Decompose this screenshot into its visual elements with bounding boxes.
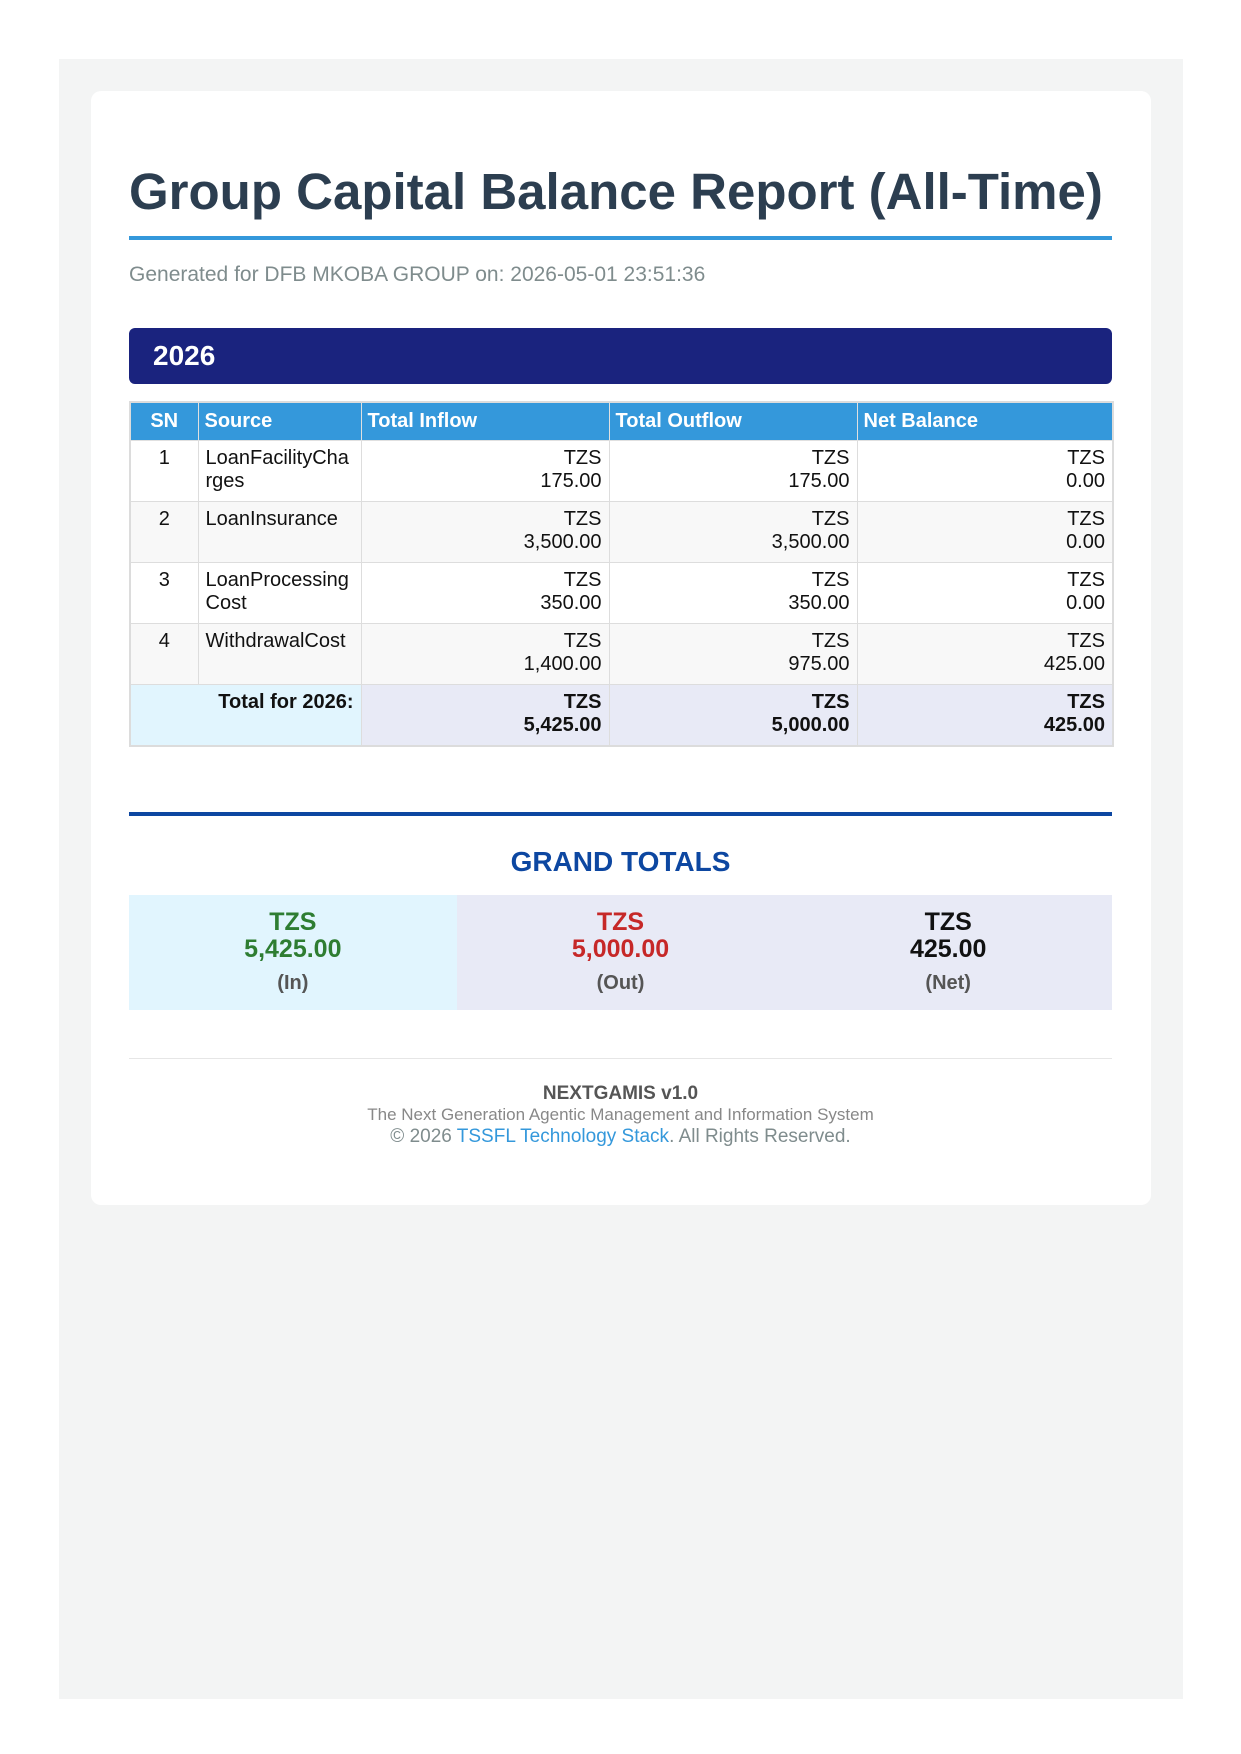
row-source: LoanProcessingCost bbox=[198, 563, 361, 624]
table-row bbox=[130, 441, 1113, 502]
column-header-source: Source bbox=[198, 402, 361, 441]
row-outflow bbox=[609, 624, 857, 685]
amount-value: 425.00 bbox=[1043, 653, 1105, 675]
total-tag: (Net) bbox=[925, 972, 971, 994]
currency-label: TZS bbox=[1067, 447, 1105, 469]
total-label: Total for 2026: bbox=[130, 685, 361, 747]
currency-label: TZS bbox=[563, 569, 602, 591]
grand-total-net bbox=[784, 895, 1112, 1010]
footer-brand: NEXTGAMIS v1.0 bbox=[542, 1083, 699, 1104]
amount-value: 0.00 bbox=[1066, 470, 1105, 492]
currency-label: TZS bbox=[811, 447, 850, 469]
amount-value: 5,425.00 bbox=[244, 935, 342, 963]
amount-value: 3,500.00 bbox=[523, 531, 602, 553]
currency-label: TZS bbox=[563, 691, 602, 713]
currency-label: TZS bbox=[563, 630, 602, 652]
currency-label: TZS bbox=[1067, 508, 1105, 530]
currency-label: TZS bbox=[811, 630, 850, 652]
currency-label: TZS bbox=[563, 508, 602, 530]
row-sn: 2 bbox=[130, 502, 198, 563]
amount-value: 425.00 bbox=[909, 935, 987, 963]
grand-total-out bbox=[457, 895, 785, 1010]
row-sn: 4 bbox=[130, 624, 198, 685]
amount-value: 3,500.00 bbox=[771, 531, 850, 553]
copyright-prefix: © 2026 bbox=[390, 1126, 457, 1147]
total-tag: (Out) bbox=[596, 972, 645, 994]
amount-value: 175.00 bbox=[540, 470, 602, 492]
row-net bbox=[857, 624, 1113, 685]
currency-label: TZS bbox=[1067, 630, 1105, 652]
title-divider bbox=[129, 236, 1112, 240]
table-row bbox=[130, 563, 1113, 624]
total-inflow bbox=[361, 685, 609, 747]
total-net bbox=[857, 685, 1113, 747]
amount-value: 1,400.00 bbox=[523, 653, 602, 675]
table-row bbox=[130, 624, 1113, 685]
currency-label: TZS bbox=[1067, 569, 1105, 591]
currency-label: TZS bbox=[269, 908, 317, 936]
row-source: LoanInsurance bbox=[198, 502, 361, 563]
row-inflow bbox=[361, 502, 609, 563]
amount-value: 5,425.00 bbox=[523, 714, 602, 736]
amount-value: 175.00 bbox=[788, 470, 850, 492]
row-outflow bbox=[609, 441, 857, 502]
row-inflow bbox=[361, 563, 609, 624]
copyright-suffix: . All Rights Reserved. bbox=[669, 1126, 851, 1147]
column-header-outflow: Total Outflow bbox=[609, 402, 857, 441]
footer bbox=[129, 1082, 1112, 1149]
table-row bbox=[130, 502, 1113, 563]
row-sn: 1 bbox=[130, 441, 198, 502]
footer-divider bbox=[129, 1058, 1112, 1059]
total-outflow bbox=[609, 685, 857, 747]
row-inflow bbox=[361, 441, 609, 502]
currency-label: TZS bbox=[811, 508, 850, 530]
row-sn: 3 bbox=[130, 563, 198, 624]
grand-total-in bbox=[129, 895, 457, 1010]
grand-totals-panel bbox=[129, 895, 1112, 1010]
currency-label: TZS bbox=[1067, 691, 1105, 713]
amount-value: 0.00 bbox=[1066, 531, 1105, 553]
row-net bbox=[857, 441, 1113, 502]
currency-label: TZS bbox=[924, 908, 972, 936]
currency-label: TZS bbox=[811, 569, 850, 591]
amount-value: 5,000.00 bbox=[771, 714, 850, 736]
row-net bbox=[857, 502, 1113, 563]
currency-label: TZS bbox=[563, 447, 602, 469]
amount-value: 975.00 bbox=[788, 653, 850, 675]
grand-totals-divider bbox=[129, 812, 1112, 816]
row-source: WithdrawalCost bbox=[198, 624, 361, 685]
row-source: LoanFacilityCharges bbox=[198, 441, 361, 502]
currency-label: TZS bbox=[811, 691, 850, 713]
amount-value: 425.00 bbox=[1043, 714, 1105, 736]
report-subtitle: Generated for DFB MKOBA GROUP on: 2026-05-01 23:51:36 bbox=[129, 263, 706, 286]
total-tag: (In) bbox=[277, 972, 309, 994]
capital-table bbox=[129, 401, 1114, 747]
footer-copyright bbox=[129, 1125, 1112, 1149]
amount-value: 5,000.00 bbox=[571, 935, 670, 963]
report-title: Group Capital Balance Report (All-Time) bbox=[129, 163, 1103, 220]
row-inflow bbox=[361, 624, 609, 685]
currency-label: TZS bbox=[596, 908, 645, 936]
table-header-row bbox=[130, 402, 1113, 441]
footer-tagline: The Next Generation Agentic Management and Information System bbox=[367, 1105, 874, 1124]
column-header-net: Net Balance bbox=[857, 402, 1113, 441]
row-net bbox=[857, 563, 1113, 624]
row-outflow bbox=[609, 502, 857, 563]
report-content bbox=[129, 161, 1112, 1149]
year-header: 2026 bbox=[129, 328, 1112, 384]
column-header-inflow: Total Inflow bbox=[361, 402, 609, 441]
table-total-row bbox=[130, 685, 1113, 747]
report-card bbox=[91, 91, 1151, 1205]
row-outflow bbox=[609, 563, 857, 624]
amount-value: 350.00 bbox=[788, 592, 850, 614]
amount-value: 350.00 bbox=[540, 592, 602, 614]
tssfl-link[interactable]: TSSFL Technology Stack bbox=[456, 1126, 670, 1147]
grand-totals-title: GRAND TOTALS bbox=[510, 846, 731, 877]
column-header-sn: SN bbox=[130, 402, 198, 441]
amount-value: 0.00 bbox=[1066, 592, 1105, 614]
